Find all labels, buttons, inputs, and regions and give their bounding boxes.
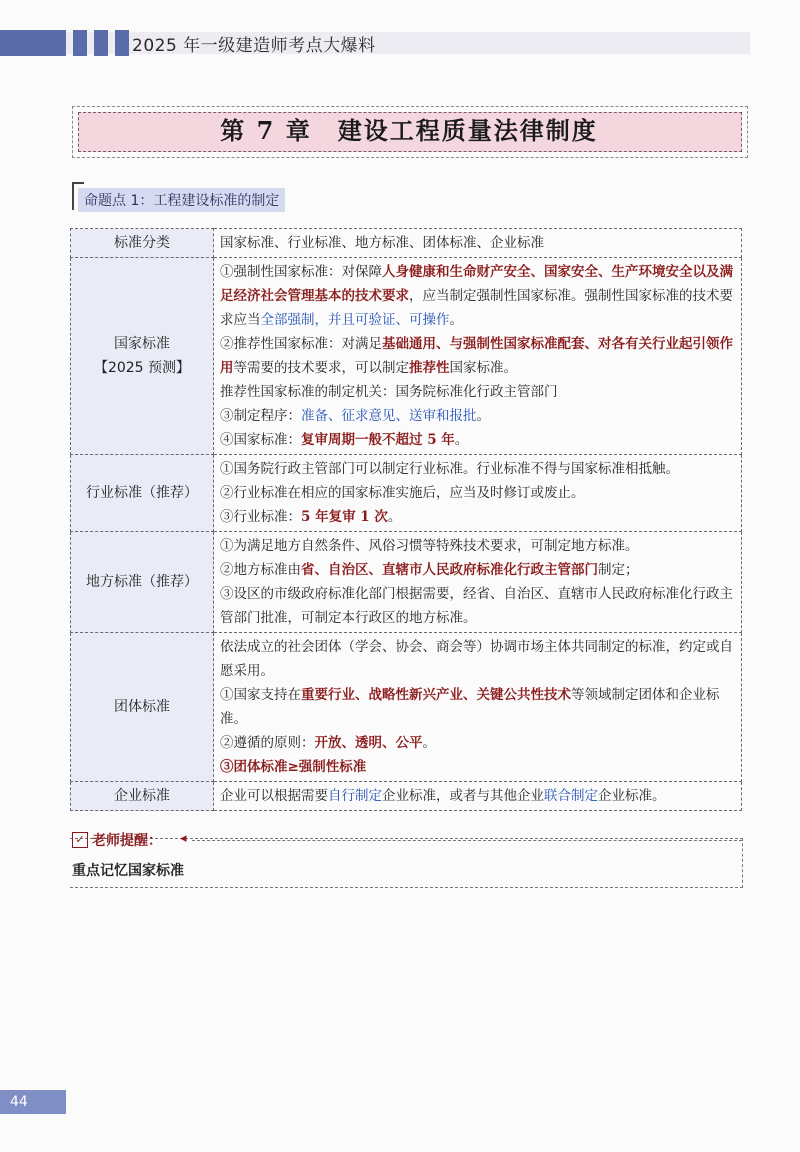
- row-value: 依法成立的社会团体（学会、协会、商会等）协调市场主体共同制定的标准，约定或自愿采用。 ①国家支持在重要行业、战略性新兴产业、关键公共性技术等领域制定团体和企业标准。 ②遵循的原则：开放、透明、公平。 ③团体标准≥强制性标准: [214, 633, 742, 782]
- checkbox-icon: ✓: [72, 832, 88, 848]
- table-row: [71, 229, 742, 258]
- note-divider: [192, 840, 742, 841]
- arrow-left-icon: ◂: [180, 831, 187, 846]
- row-value: 国家标准、行业标准、地方标准、团体标准、企业标准: [214, 229, 742, 258]
- row-key: 标准分类: [71, 229, 214, 258]
- table-row: [71, 782, 742, 811]
- note-text: 重点记忆国家标准: [72, 863, 184, 879]
- standards-table: [70, 228, 742, 811]
- row-key: 企业标准: [71, 782, 214, 811]
- table-row: [71, 633, 742, 782]
- row-key: 国家标准 【2025 预测】: [71, 258, 214, 455]
- row-value: 企业可以根据需要自行制定企业标准，或者与其他企业联合制定企业标准。: [214, 782, 742, 811]
- section-tag: 命题点 1：工程建设标准的制定: [78, 188, 285, 212]
- book-title: 2025 年一级建造师考点大爆料: [132, 36, 376, 56]
- table-row: [71, 532, 742, 633]
- table-row: [71, 258, 742, 455]
- row-key: 地方标准（推荐）: [71, 532, 214, 633]
- row-value: ①强制性国家标准：对保障人身健康和生命财产安全、国家安全、生产环境安全以及满足经济社会管理基本的技术要求，应当制定强制性国家标准。强制性国家标准的技术要求应当全部强制，并且可验证、可操作。 ②推荐性国家标准：对满足基础通用、与强制性国家标准配套、对各有关行业起引领作用等需要的技术要求，可以制定推荐性国家标准。 推荐性国家标准的制定机关：国务院标准化行政主管部门 ③制定程序：准备、征求意见、送审和报批。 ④国家标准：复审周期一般不超过 5 年。: [214, 258, 742, 455]
- header-blocks: [0, 30, 136, 56]
- row-key: 团体标准: [71, 633, 214, 782]
- row-key: 行业标准（推荐）: [71, 455, 214, 532]
- note-title: 老师提醒：: [92, 833, 162, 849]
- table-row: [71, 455, 742, 532]
- chapter-title: 第 7 章 建设工程质量法律制度: [220, 116, 598, 145]
- row-value: ①国务院行政主管部门可以制定行业标准。行业标准不得与国家标准相抵触。 ②行业标准在相应的国家标准实施后，应当及时修订或废止。 ③行业标准：5 年复审 1 次。: [214, 455, 742, 532]
- row-value: ①为满足地方自然条件、风俗习惯等特殊技术要求，可制定地方标准。 ②地方标准由省、自治区、直辖市人民政府标准化行政主管部门制定； ③设区的市级政府标准化部门根据需要，经省、自治区、直辖市人民政府标准化行政主管部门批准，可制定本行政区的地方标准。: [214, 532, 742, 633]
- page-number: 44: [0, 1090, 66, 1114]
